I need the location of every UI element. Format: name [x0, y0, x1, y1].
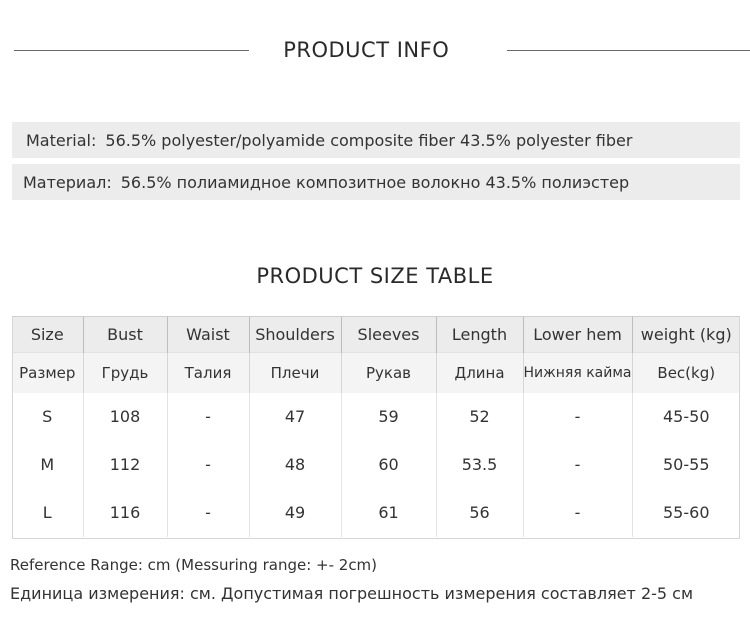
table-cell: - [523, 441, 632, 489]
reference-range-note-en: Reference Range: cm (Messuring range: +- 2cm) [10, 556, 378, 574]
table-row [12, 441, 740, 489]
header-row-ru [12, 353, 740, 393]
table-cell: 48 [249, 441, 341, 489]
table-cell: 56 [436, 489, 523, 537]
material-value-ru: 56.5% полиамидное композитное волокно 43.5% полиэстер [120, 172, 630, 192]
table-cell: - [523, 393, 632, 441]
table-cell: 60 [341, 441, 436, 489]
table-cell: 53.5 [436, 441, 523, 489]
table-cell: - [167, 489, 249, 537]
header-cell: Bust [83, 317, 167, 353]
table-cell: 45-50 [632, 393, 740, 441]
table-cell: 55-60 [632, 489, 740, 537]
heading-divider-left [14, 50, 249, 51]
header-cell-ru: Размер [12, 353, 83, 393]
table-cell: 116 [83, 489, 167, 537]
table-cell: 49 [249, 489, 341, 537]
table-border-bottom [12, 538, 740, 539]
table-cell: S [42, 407, 53, 426]
table-cell: 59 [341, 393, 436, 441]
table-cell: 61 [341, 489, 436, 537]
table-cell: L [42, 503, 52, 522]
table-cell: 47 [249, 393, 341, 441]
product-info-heading [0, 38, 750, 62]
table-cell: M [40, 455, 55, 474]
header-cell: Sleeves [341, 317, 436, 353]
header-row-en [12, 317, 740, 353]
table-cell: 112 [83, 441, 167, 489]
reference-range-note-ru: Единица измерения: см. Допустимая погрешность измерения составляет 2-5 см [10, 584, 694, 603]
table-border-right [739, 316, 740, 538]
table-cell: 52 [436, 393, 523, 441]
header-cell-ru: Плечи [249, 353, 341, 393]
material-row-en [12, 122, 740, 158]
header-cell-ru: Длина [436, 353, 523, 393]
header-cell: Shoulders [249, 317, 341, 353]
header-cell-ru: Талия [167, 353, 249, 393]
header-cell: Lower hem [523, 317, 632, 353]
material-row-ru [12, 164, 740, 200]
table-cell: - [523, 489, 632, 537]
header-cell: Length [436, 317, 523, 353]
product-info-title: PRODUCT INFO [283, 38, 450, 62]
heading-divider-right [507, 50, 750, 51]
table-cell: 108 [83, 393, 167, 441]
header-cell-ru: Грудь [83, 353, 167, 393]
size-table-title: PRODUCT SIZE TABLE [256, 264, 494, 288]
material-label-en: Material: [26, 130, 97, 150]
header-cell-ru: Нижняя кайма [523, 353, 632, 393]
table-row [12, 393, 740, 441]
table-cell: - [167, 393, 249, 441]
header-cell-ru: Рукав [341, 353, 436, 393]
header-cell: Size [12, 317, 83, 353]
material-value-en: 56.5% polyester/polyamide composite fiber 43.5% polyester fiber [105, 130, 633, 150]
size-table [12, 316, 740, 537]
header-cell: Waist [167, 317, 249, 353]
table-border-left [12, 316, 13, 538]
size-table-heading [0, 264, 750, 288]
table-cell: - [167, 441, 249, 489]
table-cell: 50-55 [632, 441, 740, 489]
table-row [12, 489, 740, 537]
material-label-ru: Материал: [23, 172, 112, 192]
header-cell-ru: Вес(kg) [632, 353, 740, 393]
header-cell: weight (kg) [632, 317, 740, 353]
